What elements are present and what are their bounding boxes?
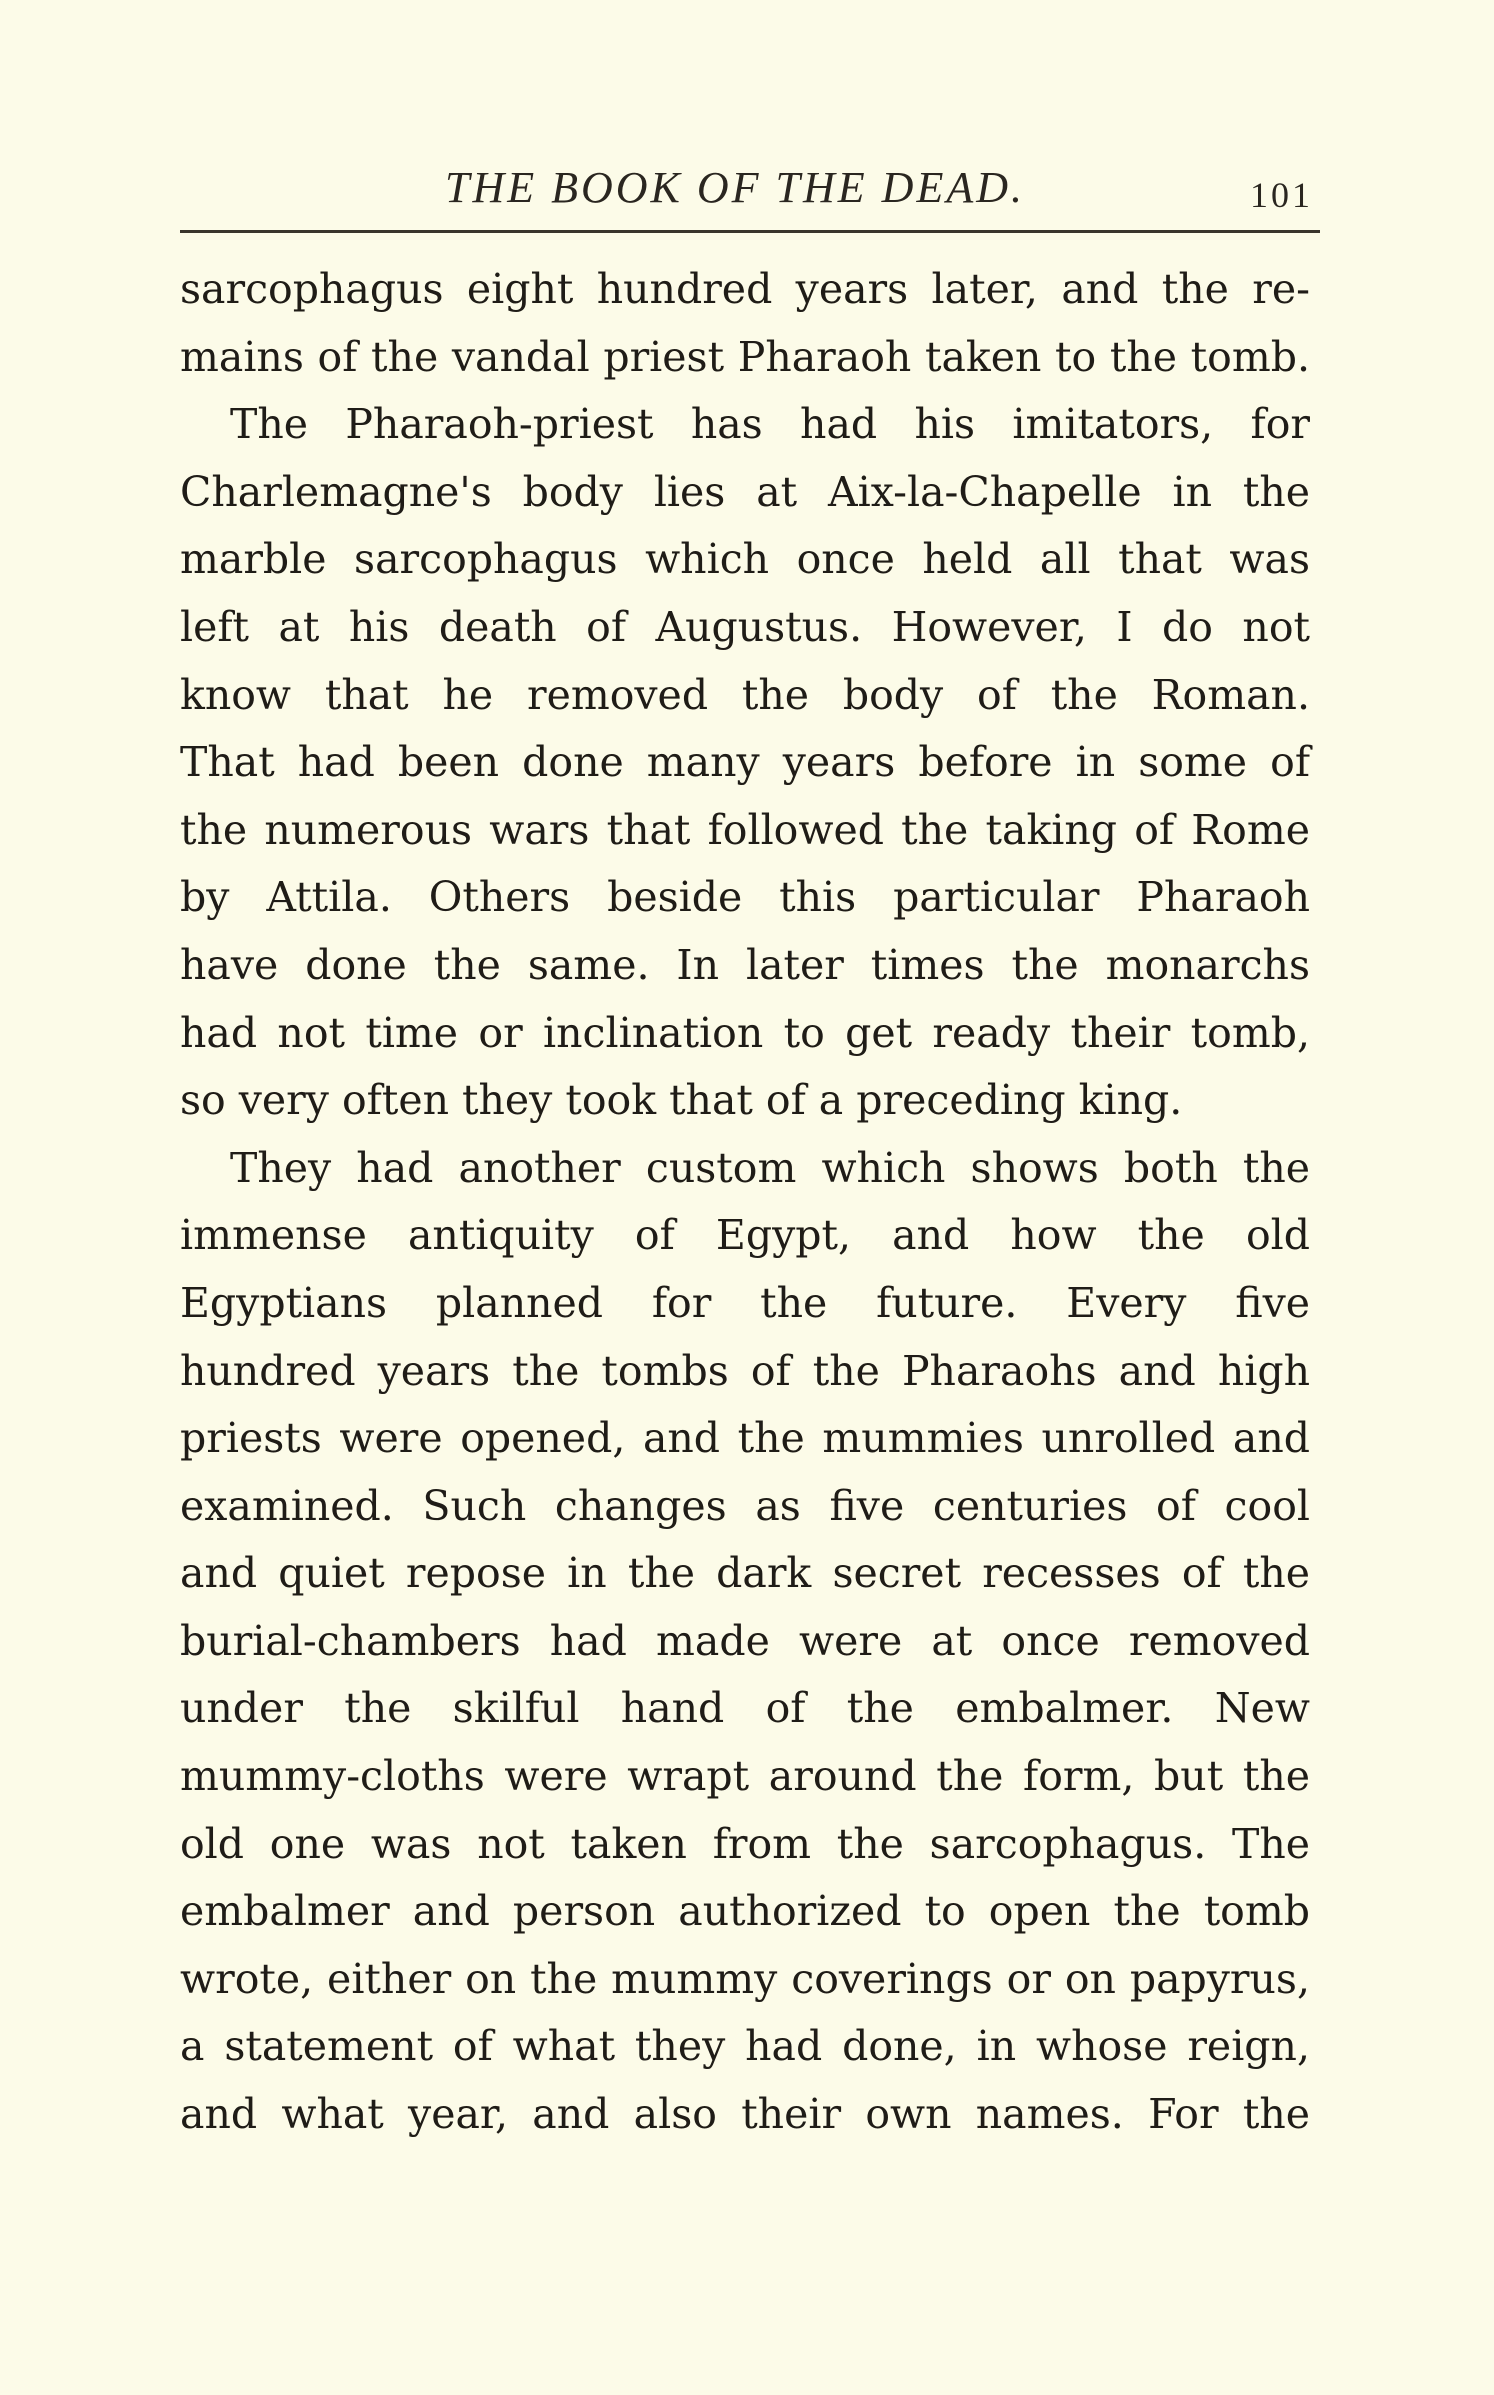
text-line: know that he removed the body of the Roman. xyxy=(180,670,1310,719)
text-line: had not time or inclination to get ready their tomb, xyxy=(180,1008,1310,1057)
page-number: 101 xyxy=(1250,175,1313,215)
text-line: embalmer and person authorized to open the tomb xyxy=(180,1887,1310,1936)
text-line: wrote, either on the mummy coverings or on papyrus, xyxy=(180,1954,1310,2003)
text-line: sarcophagus eight hundred years later, and the re- xyxy=(180,265,1310,313)
body-text xyxy=(180,256,1310,2149)
running-title: THE BOOK OF THE DEAD. xyxy=(445,163,1025,212)
text-line: mains of the vandal priest Pharaoh taken to the tomb. xyxy=(180,332,1310,381)
text-line: the numerous wars that followed the taking of Rome xyxy=(180,805,1310,854)
text-line: have done the same. In later times the monarchs xyxy=(180,940,1310,989)
text-line: They had another custom which shows both the xyxy=(230,1143,1310,1192)
text-line: examined. Such changes as five centuries of cool xyxy=(180,1481,1310,1530)
text-line: That had been done many years before in some of xyxy=(180,738,1310,787)
text-line: by Attila. Others beside this particular Pharaoh xyxy=(180,873,1310,922)
text-line: mummy-cloths were wrapt around the form, but the xyxy=(180,1752,1310,1801)
header-rule xyxy=(180,230,1320,233)
text-line: so very often they took that of a preceding king. xyxy=(180,1076,1183,1125)
text-line: marble sarcophagus which once held all that was xyxy=(180,535,1310,584)
text-line: and what year, and also their own names. For the xyxy=(180,2090,1310,2139)
text-line: The Pharaoh-priest has had his imitators, for xyxy=(230,400,1310,449)
text-line: a statement of what they had done, in whose reign, xyxy=(180,2022,1310,2071)
text-line: hundred years the tombs of the Pharaohs and high xyxy=(180,1346,1310,1395)
text-line: Charlemagne's body lies at Aix-la-Chapelle in the xyxy=(180,467,1310,516)
text-line: under the skilful hand of the embalmer. New xyxy=(180,1684,1310,1733)
text-line: priests were opened, and the mummies unrolled and xyxy=(180,1414,1310,1463)
text-line: Egyptians planned for the future. Every five xyxy=(180,1278,1310,1327)
text-line: burial-chambers had made were at once removed xyxy=(180,1616,1310,1665)
text-line: left at his death of Augustus. However, I do not xyxy=(180,602,1310,651)
text-line: immense antiquity of Egypt, and how the old xyxy=(180,1211,1310,1260)
text-line: and quiet repose in the dark secret recesses of the xyxy=(180,1549,1310,1598)
text-line: old one was not taken from the sarcophagus. The xyxy=(180,1819,1310,1868)
